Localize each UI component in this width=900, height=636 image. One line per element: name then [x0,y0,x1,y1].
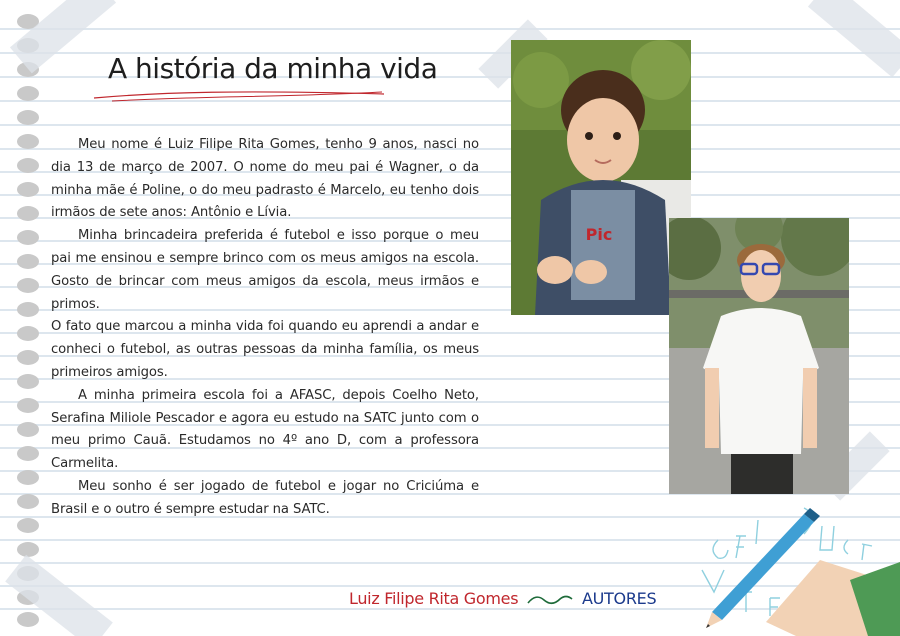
authors-label: AUTORES [582,589,657,608]
hand-writing-pencil-icon [700,500,900,636]
title-underline [92,88,392,106]
paragraph-4: A minha primeira escola foi a AFASC, depois Coelho Neto, Serafina Miliole Pescador e agora eu estudo na SATC junto com o meu primo Cauã. Estudamos no 4º ano D, com a professora Carmelita. [51,387,479,472]
paragraph-3: O fato que marcou a minha vida foi quando eu aprendi a andar e conheci o futebol, as outras pessoas da minha família, os meus primeiros amigos. [51,319,479,380]
squiggle-icon [526,593,574,607]
tape-top-right [808,0,900,77]
paragraph-5: Meu sonho é ser jogado de futebol e jogar no Criciúma e Brasil e o outro é sempre estudar na SATC. [51,478,479,517]
page-title: A história da minha vida [108,52,438,85]
author-name: Luiz Filipe Rita Gomes [349,589,519,608]
paragraph-2: Minha brincadeira preferida é futebol e isso porque o meu pai me ensinou e sempre brinco com os meus amigos na escola. Gosto de brincar com meus amigos da escola, meus irmãos e primos. [51,228,479,312]
photo-toddler [511,40,691,315]
tape-top-left [10,0,116,73]
photo-boy [669,218,849,494]
svg-text:Pic: Pic [585,225,613,244]
story-text [51,134,479,522]
toddler-image [511,40,691,315]
paragraph-1: Meu nome é Luiz Filipe Rita Gomes, tenho 9 anos, nasci no dia 13 de março de 2007. O nome do meu pai é Wagner, o da minha mãe é Poline, o do meu padrasto é Marcelo, eu tenho dois irmãos de sete anos: Antônio e Lívia. [51,137,479,221]
boy-image [669,218,849,494]
